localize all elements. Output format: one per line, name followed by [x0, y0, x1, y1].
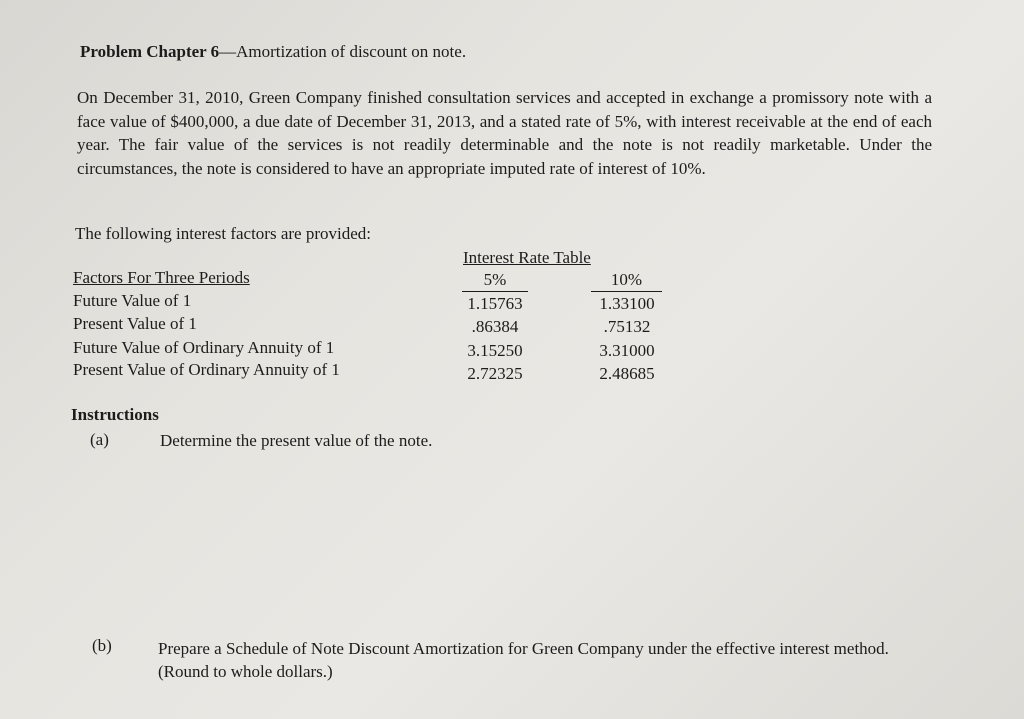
interest-rate-table-heading: Interest Rate Table	[463, 248, 591, 267]
column-header-5pct: 5%	[462, 270, 528, 292]
row-label-fv1: Future Value of 1	[73, 291, 192, 310]
provided-text: The following interest factors are provided:	[75, 224, 371, 243]
value-fv1-10pct: 1.33100	[599, 294, 655, 313]
factors-title: Factors For Three Periods	[73, 268, 250, 287]
instructions-heading: Instructions	[71, 405, 159, 424]
problem-title	[80, 42, 466, 62]
instruction-b-letter: (b)	[92, 636, 112, 655]
value-fvoa1-10pct: 3.31000	[599, 341, 655, 360]
value-pv1-5pct: .86384	[471, 317, 519, 336]
title-rest: —Amortization of discount on note.	[219, 42, 467, 61]
value-pvoa1-5pct: 2.72325	[467, 364, 523, 383]
title-bold: Problem Chapter 6	[80, 42, 220, 61]
instruction-b-text: Prepare a Schedule of Note Discount Amortization for Green Company under the effective interest method. (Round to whole dollars.)	[158, 639, 889, 681]
value-fvoa1-5pct: 3.15250	[467, 341, 523, 360]
column-header-10pct: 10%	[591, 270, 662, 292]
row-label-pvoa1: Present Value of Ordinary Annuity of 1	[73, 360, 340, 379]
value-pv1-10pct: .75132	[603, 317, 651, 336]
row-label-pv1: Present Value of 1	[73, 314, 197, 333]
problem-paragraph: On December 31, 2010, Green Company finished consultation services and accepted in exchange a promissory note with a face value of $400,000, a due date of December 31, 2013, and a stated rate of 5%, with interest receivable at the end of each year. The fair value of the services is not readily determinable and the note is not readily marketable. Under the circumstances, the note is considered to have an appropriate imputed rate of interest of 10%.	[77, 88, 932, 178]
instruction-a-letter: (a)	[90, 430, 109, 449]
value-pvoa1-10pct: 2.48685	[599, 364, 655, 383]
value-fv1-5pct: 1.15763	[467, 294, 523, 313]
instruction-a-text: Determine the present value of the note.	[160, 431, 433, 450]
row-label-fvoa1: Future Value of Ordinary Annuity of 1	[73, 338, 335, 357]
